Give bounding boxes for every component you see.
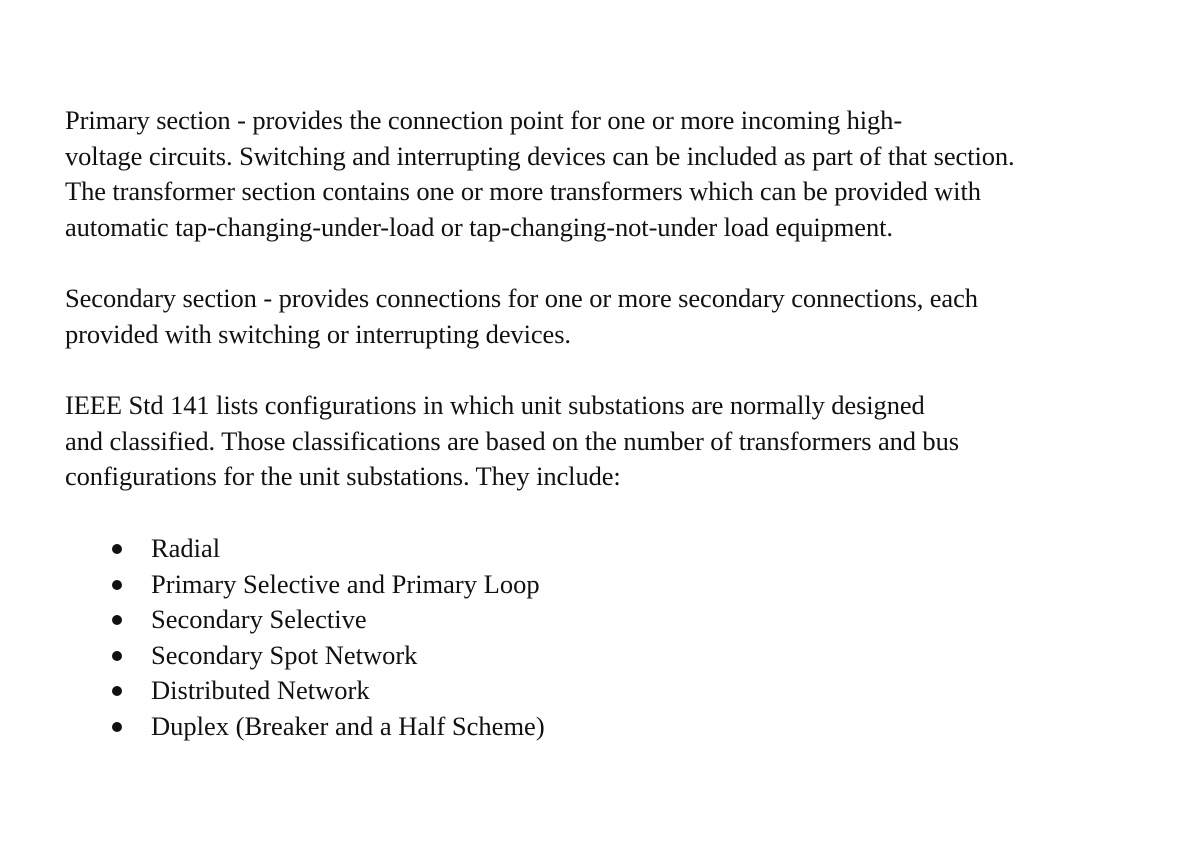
list-item-label: Primary Selective and Primary Loop <box>151 568 540 599</box>
paragraph-spacer <box>65 245 1165 281</box>
text-line: The transformer section contains one or more transformers which can be provided with <box>65 176 981 206</box>
list-item-label: Secondary Selective <box>151 604 367 635</box>
bullet-icon <box>112 544 122 554</box>
document-body <box>65 103 1165 741</box>
bullet-icon <box>112 651 122 661</box>
list-item-label: Distributed Network <box>151 675 370 706</box>
list-item <box>65 531 545 567</box>
paragraph-secondary-section <box>65 281 1165 352</box>
text-line: and classified. Those classifications are based on the number of transformers and bus <box>65 425 959 456</box>
bullet-icon <box>112 615 122 625</box>
text-line: voltage circuits. Switching and interrupting devices can be included as part of that section. <box>65 140 1015 171</box>
list-item <box>65 709 545 745</box>
paragraph-ieee-std <box>65 388 1165 495</box>
text-line: configurations for the unit substations. They include: <box>65 461 621 491</box>
bullet-icon <box>112 580 122 590</box>
text-line: Primary section - provides the connection point for one or more incoming high- <box>65 105 903 135</box>
text-line: IEEE Std 141 lists configurations in which unit substations are normally designed <box>65 390 925 420</box>
list-item <box>65 602 545 638</box>
paragraph-primary-section <box>65 103 1165 245</box>
bullet-icon <box>112 686 122 696</box>
list-item-label: Duplex (Breaker and a Half Scheme) <box>151 710 545 741</box>
list-item <box>65 673 545 709</box>
configuration-list <box>65 531 545 745</box>
text-line: Secondary section - provides connections for one or more secondary connections, each <box>65 283 978 313</box>
paragraph-spacer <box>65 352 1165 388</box>
text-line: automatic tap-changing-under-load or tap-changing-not-under load equipment. <box>65 211 893 242</box>
list-item-label: Radial <box>151 533 221 563</box>
bullet-icon <box>112 722 122 732</box>
list-item-label: Secondary Spot Network <box>151 639 418 670</box>
list-item <box>65 567 545 603</box>
text-line: provided with switching or interrupting devices. <box>65 318 571 349</box>
list-item <box>65 638 545 674</box>
